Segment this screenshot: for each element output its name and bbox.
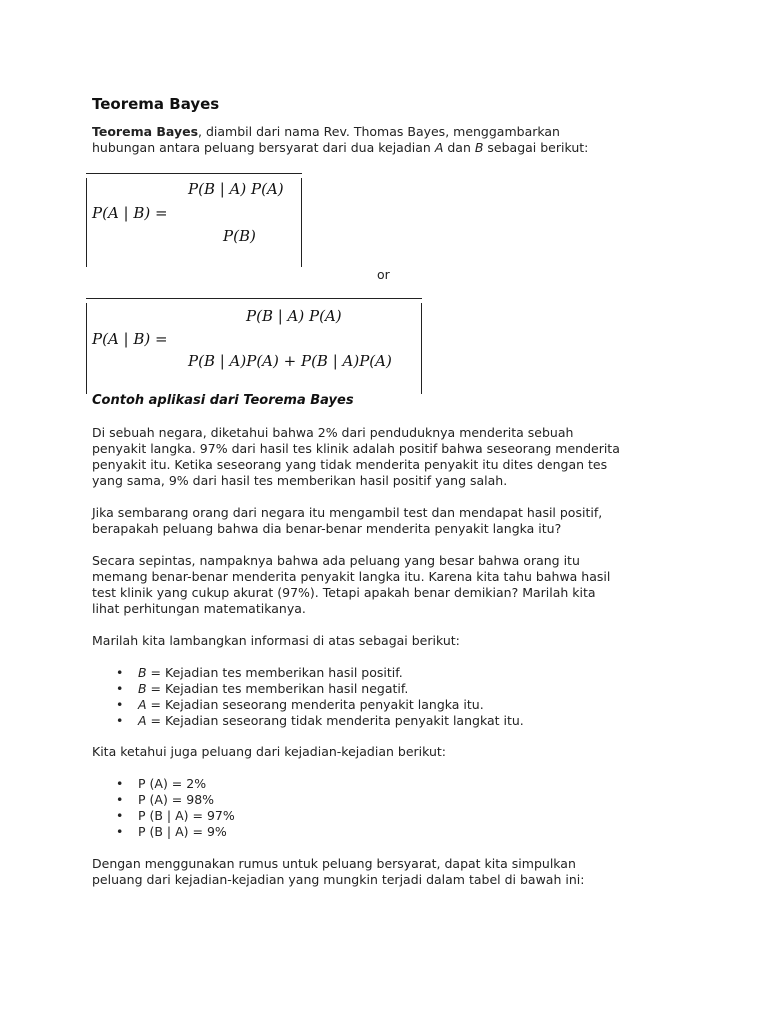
intro-var-b: B — [474, 140, 484, 155]
list-item — [92, 681, 524, 697]
bullet-icon: • — [116, 665, 124, 680]
paragraph-6-line: peluang dari kejadian-kejadian yang mungkin terjadi dalam tabel di bawah ini: — [92, 872, 585, 887]
list-item — [92, 697, 524, 713]
formula-box-1-right-border — [301, 178, 302, 267]
paragraph-4 — [92, 633, 682, 649]
bullet-icon: • — [116, 681, 124, 696]
intro-bold-term: Teorema Bayes — [92, 124, 199, 139]
paragraph-2-line: berapakah peluang bahwa dia benar-benar menderita penyakit langka itu? — [92, 521, 562, 536]
bullet-icon: • — [116, 776, 124, 791]
or-label: or — [377, 267, 390, 282]
list-item — [92, 808, 235, 824]
formula-1-lhs: P(A | B) = — [92, 204, 168, 222]
paragraph-1-line: yang sama, 9% dari hasil tes memberikan hasil positif yang salah. — [92, 473, 508, 488]
intro-line2-pre: hubungan antara peluang bersyarat dari dua kejadian — [92, 140, 435, 155]
bullet-icon: • — [116, 808, 124, 823]
list-item — [92, 792, 235, 808]
bullet-icon: • — [116, 697, 124, 712]
paragraph-1 — [92, 425, 682, 489]
formula-box-2-left-border — [86, 303, 87, 394]
paragraph-6-line: Dengan menggunakan rumus untuk peluang bersyarat, dapat kita simpulkan — [92, 856, 576, 871]
intro-line-1 — [92, 124, 682, 140]
list-item — [92, 713, 524, 729]
symbol-text: = Kejadian tes memberikan hasil positif. — [146, 665, 403, 680]
symbol-var: A — [138, 713, 147, 728]
symbol-var: A — [138, 697, 147, 712]
bullet-icon: • — [116, 824, 124, 839]
paragraph-2 — [92, 505, 682, 537]
intro-line2-post: sebagai berikut: — [483, 140, 589, 155]
formula-2-numerator: P(B | A) P(A) — [246, 307, 342, 325]
intro-line2-mid: dan — [443, 140, 475, 155]
formula-box-2 — [86, 298, 422, 394]
symbol-var: B — [138, 665, 147, 680]
paragraph-1-line: Di sebuah negara, diketahui bahwa 2% dari penduduknya menderita sebuah — [92, 425, 574, 440]
symbol-list — [92, 665, 524, 729]
bullet-icon: • — [116, 792, 124, 807]
formula-1-denominator: P(B) — [223, 227, 256, 245]
symbol-text: = Kejadian tes memberikan hasil negatif. — [146, 681, 409, 696]
probability-text: P (A) = 98% — [138, 792, 215, 807]
intro-line-2 — [92, 140, 682, 156]
list-item — [92, 665, 524, 681]
symbol-text: = Kejadian seseorang tidak menderita penyakit langkat itu. — [146, 713, 524, 728]
paragraph-5-line: Kita ketahui juga peluang dari kejadian-kejadian berikut: — [92, 744, 447, 759]
formula-box-1-top-border — [86, 173, 302, 174]
formula-2-denominator: P(B | A)P(A) + P(B | A)P(A) — [188, 352, 392, 370]
probability-text: P (A) = 2% — [138, 776, 207, 791]
example-heading: Contoh aplikasi dari Teorema Bayes — [92, 393, 354, 408]
formula-box-1-left-border — [86, 178, 87, 267]
intro-paragraph — [92, 124, 682, 156]
paragraph-4-line: Marilah kita lambangkan informasi di atas sebagai berikut: — [92, 633, 460, 648]
paragraph-3-line: test klinik yang cukup akurat (97%). Tetapi apakah benar demikian? Marilah kita — [92, 585, 596, 600]
paragraph-3 — [92, 553, 682, 617]
list-item — [92, 824, 235, 840]
paragraph-6 — [92, 856, 682, 888]
formula-box-2-right-border — [421, 303, 422, 394]
probability-text: P (B | A) = 9% — [138, 824, 227, 839]
intro-line1-rest: , diambil dari nama Rev. Thomas Bayes, menggambarkan — [198, 124, 560, 139]
paragraph-3-line: Secara sepintas, nampaknya bahwa ada peluang yang besar bahwa orang itu — [92, 553, 580, 568]
formula-box-2-top-border — [86, 298, 422, 299]
paragraph-1-line: penyakit itu. Ketika seseorang yang tidak menderita penyakit itu dites dengan tes — [92, 457, 608, 472]
formula-box-1 — [86, 173, 302, 267]
symbol-text: = Kejadian seseorang menderita penyakit langka itu. — [146, 697, 484, 712]
paragraph-1-line: penyakit langka. 97% dari hasil tes klinik adalah positif bahwa seseorang menderita — [92, 441, 620, 456]
paragraph-3-line: memang benar-benar menderita penyakit langka itu. Karena kita tahu bahwa hasil — [92, 569, 611, 584]
list-item — [92, 776, 235, 792]
paragraph-5 — [92, 744, 682, 760]
probability-text: P (B | A) = 97% — [138, 808, 235, 823]
intro-var-a: A — [434, 140, 444, 155]
formula-1-numerator: P(B | A) P(A) — [188, 180, 284, 198]
symbol-var: B — [138, 681, 147, 696]
bullet-icon: • — [116, 713, 124, 728]
page-title: Teorema Bayes — [92, 95, 220, 113]
paragraph-3-line: lihat perhitungan matematikanya. — [92, 601, 306, 616]
formula-2-lhs: P(A | B) = — [92, 330, 168, 348]
probability-list — [92, 776, 235, 840]
paragraph-2-line: Jika sembarang orang dari negara itu mengambil test dan mendapat hasil positif, — [92, 505, 603, 520]
